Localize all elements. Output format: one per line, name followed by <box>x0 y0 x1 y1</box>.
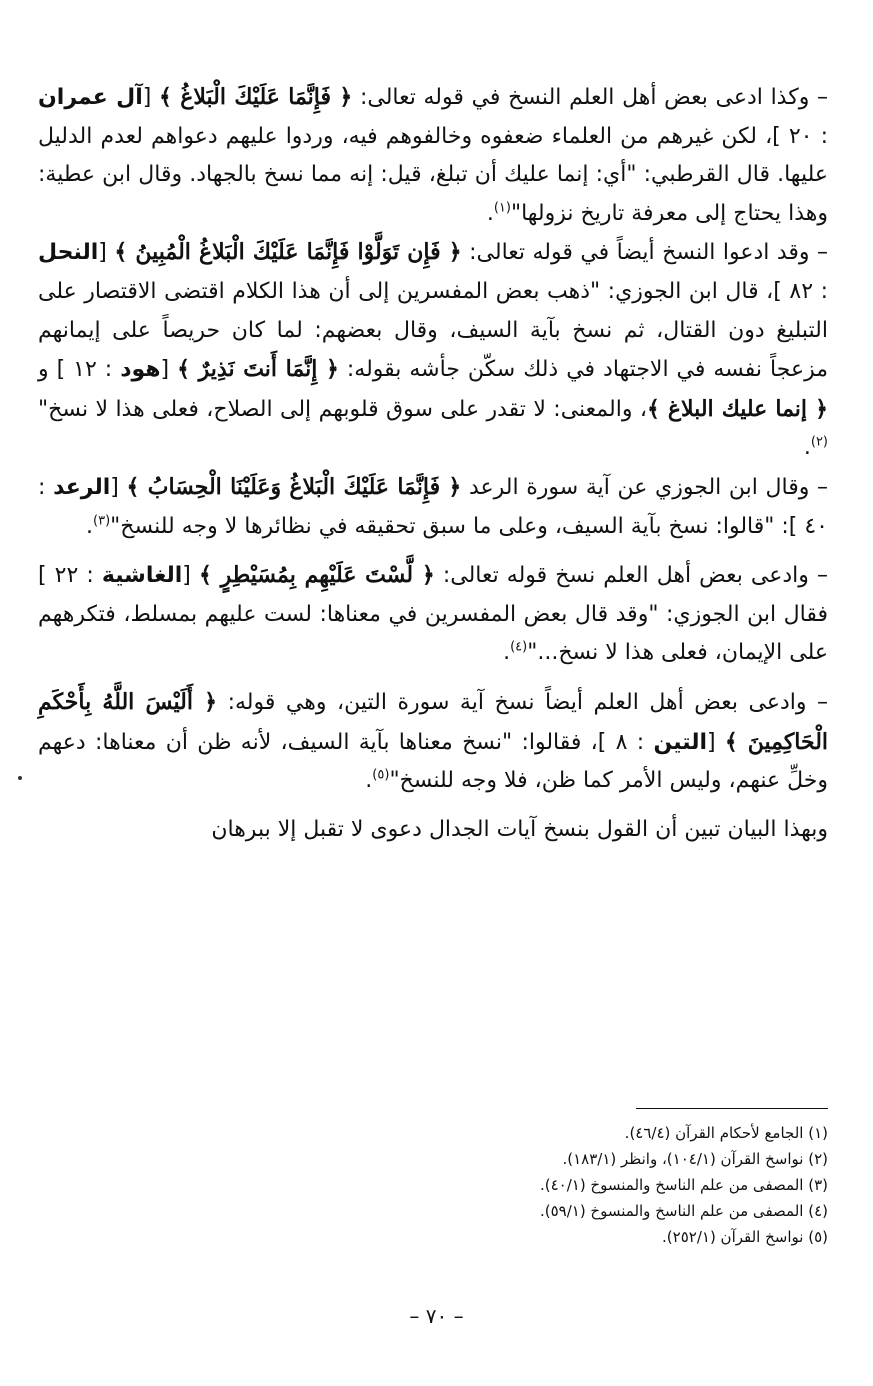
paragraph-2 <box>38 233 828 468</box>
paragraph-text: : ٨ ]، فقالوا: "نسخ معناها بآية السيف، لأنه ظن أن معناها: دعهم وخلِّ عنهم، وليس الأمر كما ظن، فلا وجه للنسخ" <box>38 729 828 794</box>
paragraph-text: : ٨٢ ]، قال ابن الجوزي: "ذهب بعض المفسرين إلى أن هذا الكلام اقتضى الاقتصار على التبليغ دون القتال، ثم نسخ بآية السيف، وقال بعضهم: لما كان حريصاً على إيمانهم مزعجاً نفسه في الاجتهاد في ذلك سكّن جأشه بقوله: <box>38 278 828 383</box>
paragraph-text: . <box>86 513 94 539</box>
footnote-marker: (٢) <box>810 435 828 451</box>
paragraph-6 <box>38 811 828 850</box>
surah-reference: الرعد <box>53 474 111 500</box>
body-text <box>38 78 828 849</box>
surah-reference: الغاشية <box>101 563 183 589</box>
paragraph-text: [ <box>707 729 725 755</box>
paragraph-text: – وقد ادعوا النسخ أيضاً في قوله تعالى: <box>461 240 828 266</box>
paragraph-4 <box>38 556 828 673</box>
quran-verse: ﴿ أَلَيْسَ اللَّهُ بِأَحْكَمِ الْحَاكِمِينَ ﴾ <box>38 688 829 755</box>
paragraph-text: : ٤٠ ]: "قالوا: نسخ بآية السيف، وعلى ما سبق تحقيقه في نظائرها لا وجه للنسخ" <box>38 474 828 539</box>
quran-verse: ﴿ فَإِن تَوَلَّوْا فَإِنَّمَا عَلَيْكَ الْبَلاغُ الْمُبِينُ ﴾ <box>114 239 462 266</box>
paragraph-text: [ <box>142 85 160 110</box>
footnote-marker: (١) <box>493 200 511 216</box>
paragraph-text: [ <box>182 563 199 589</box>
paragraph-5 <box>38 683 828 801</box>
footnote-3: (٣) المصفى من علم الناسخ والمنسوخ (٤٠/١). <box>539 1176 828 1194</box>
paragraph-text: : ١٢ ] و <box>38 357 121 383</box>
footnote-5: (٥) نواسخ القرآن (٢٥٢/١). <box>662 1228 828 1246</box>
quran-verse: ﴿ لَّسْتَ عَلَيْهِم بِمُسَيْطِرٍ ﴾ <box>198 562 435 589</box>
surah-reference: آل عمران <box>38 85 143 110</box>
paragraph-text: – وادعى بعض أهل العلم نسخ قوله تعالى: <box>434 563 828 589</box>
paragraph-text: . <box>803 435 811 461</box>
footnote-marker: (٥) <box>372 767 390 783</box>
quran-verse: ﴿ إِنَّمَا أَنتَ نَذِيرٌ ﴾ <box>177 356 339 383</box>
paragraph-text: : ٢٠ ]، لكن غيرهم من العلماء ضعفوه وخالفوهم فيه، وردوا عليهم دعواهم لعدم الدليل عليها. قال القرطبي: "أي: إنما عليك أن تبلغ، قيل: إنه مما نسخ بالجهاد. وقال ابن عطية: وهذا يحتاج إلى معرفة تاريخ نزولها" <box>38 123 829 226</box>
footnote-marker: (٣) <box>93 513 111 529</box>
surah-reference: هود <box>120 357 161 383</box>
footnote-separator <box>636 1108 828 1109</box>
paragraph-1 <box>38 78 828 233</box>
quran-verse: ﴿ فَإِنَّمَا عَلَيْكَ الْبَلاغُ وَعَلَيْنَا الْحِسَابُ ﴾ <box>126 473 462 500</box>
margin-mark <box>18 776 22 780</box>
surah-reference: النحل <box>38 240 99 266</box>
paragraph-text: – وكذا ادعى بعض أهل العلم النسخ في قوله تعالى: <box>352 85 829 110</box>
footnote-2: (٢) نواسخ القرآن (١٠٤/١)، وانظر (١٨٣/١). <box>562 1150 828 1168</box>
paragraph-text: . <box>503 640 511 666</box>
footnote-1: (١) الجامع لأحكام القرآن (٤٦/٤). <box>624 1124 828 1142</box>
paragraph-text: [ <box>110 474 127 500</box>
paragraph-text: . <box>486 200 494 226</box>
paragraph-text: : ٢٢ ] فقال ابن الجوزي: "وقد قال بعض المفسرين في معناها: لست عليهم بمسلط، فتكرههم على الإيمان، فعلى هذا لا نسخ..." <box>38 563 828 666</box>
footnote-marker: (٤) <box>510 639 528 655</box>
paragraph-text: وبهذا البيان تبين أن القول بنسخ آيات الجدال دعوى لا تقبل إلا ببرهان <box>211 816 828 842</box>
surah-reference: التين <box>653 729 707 755</box>
paragraph-text: . <box>365 768 373 794</box>
paragraph-text: [ <box>98 240 115 266</box>
paragraph-text: – وقال ابن الجوزي عن آية سورة الرعد <box>461 474 829 500</box>
footnote-4: (٤) المصفى من علم الناسخ والمنسوخ (٥٩/١). <box>539 1202 828 1220</box>
quran-verse: ﴿ فَإِنَّمَا عَلَيْكَ الْبَلاغُ ﴾ <box>159 84 353 110</box>
page-number: – ٧٠ – <box>409 1304 464 1328</box>
quran-verse: ﴿ إنما عليك البلاغ ﴾ <box>646 395 828 422</box>
paragraph-text: – وادعى بعض أهل العلم أيضاً نسخ آية سورة التين، وهي قوله: <box>217 689 829 715</box>
footnotes <box>268 1120 828 1250</box>
paragraph-3 <box>38 468 828 546</box>
paragraph-text: ، والمعنى: لا تقدر على سوق قلوبهم إلى الصلاح، فعلى هذا لا نسخ" <box>38 396 647 422</box>
paragraph-text: [ <box>160 357 178 383</box>
